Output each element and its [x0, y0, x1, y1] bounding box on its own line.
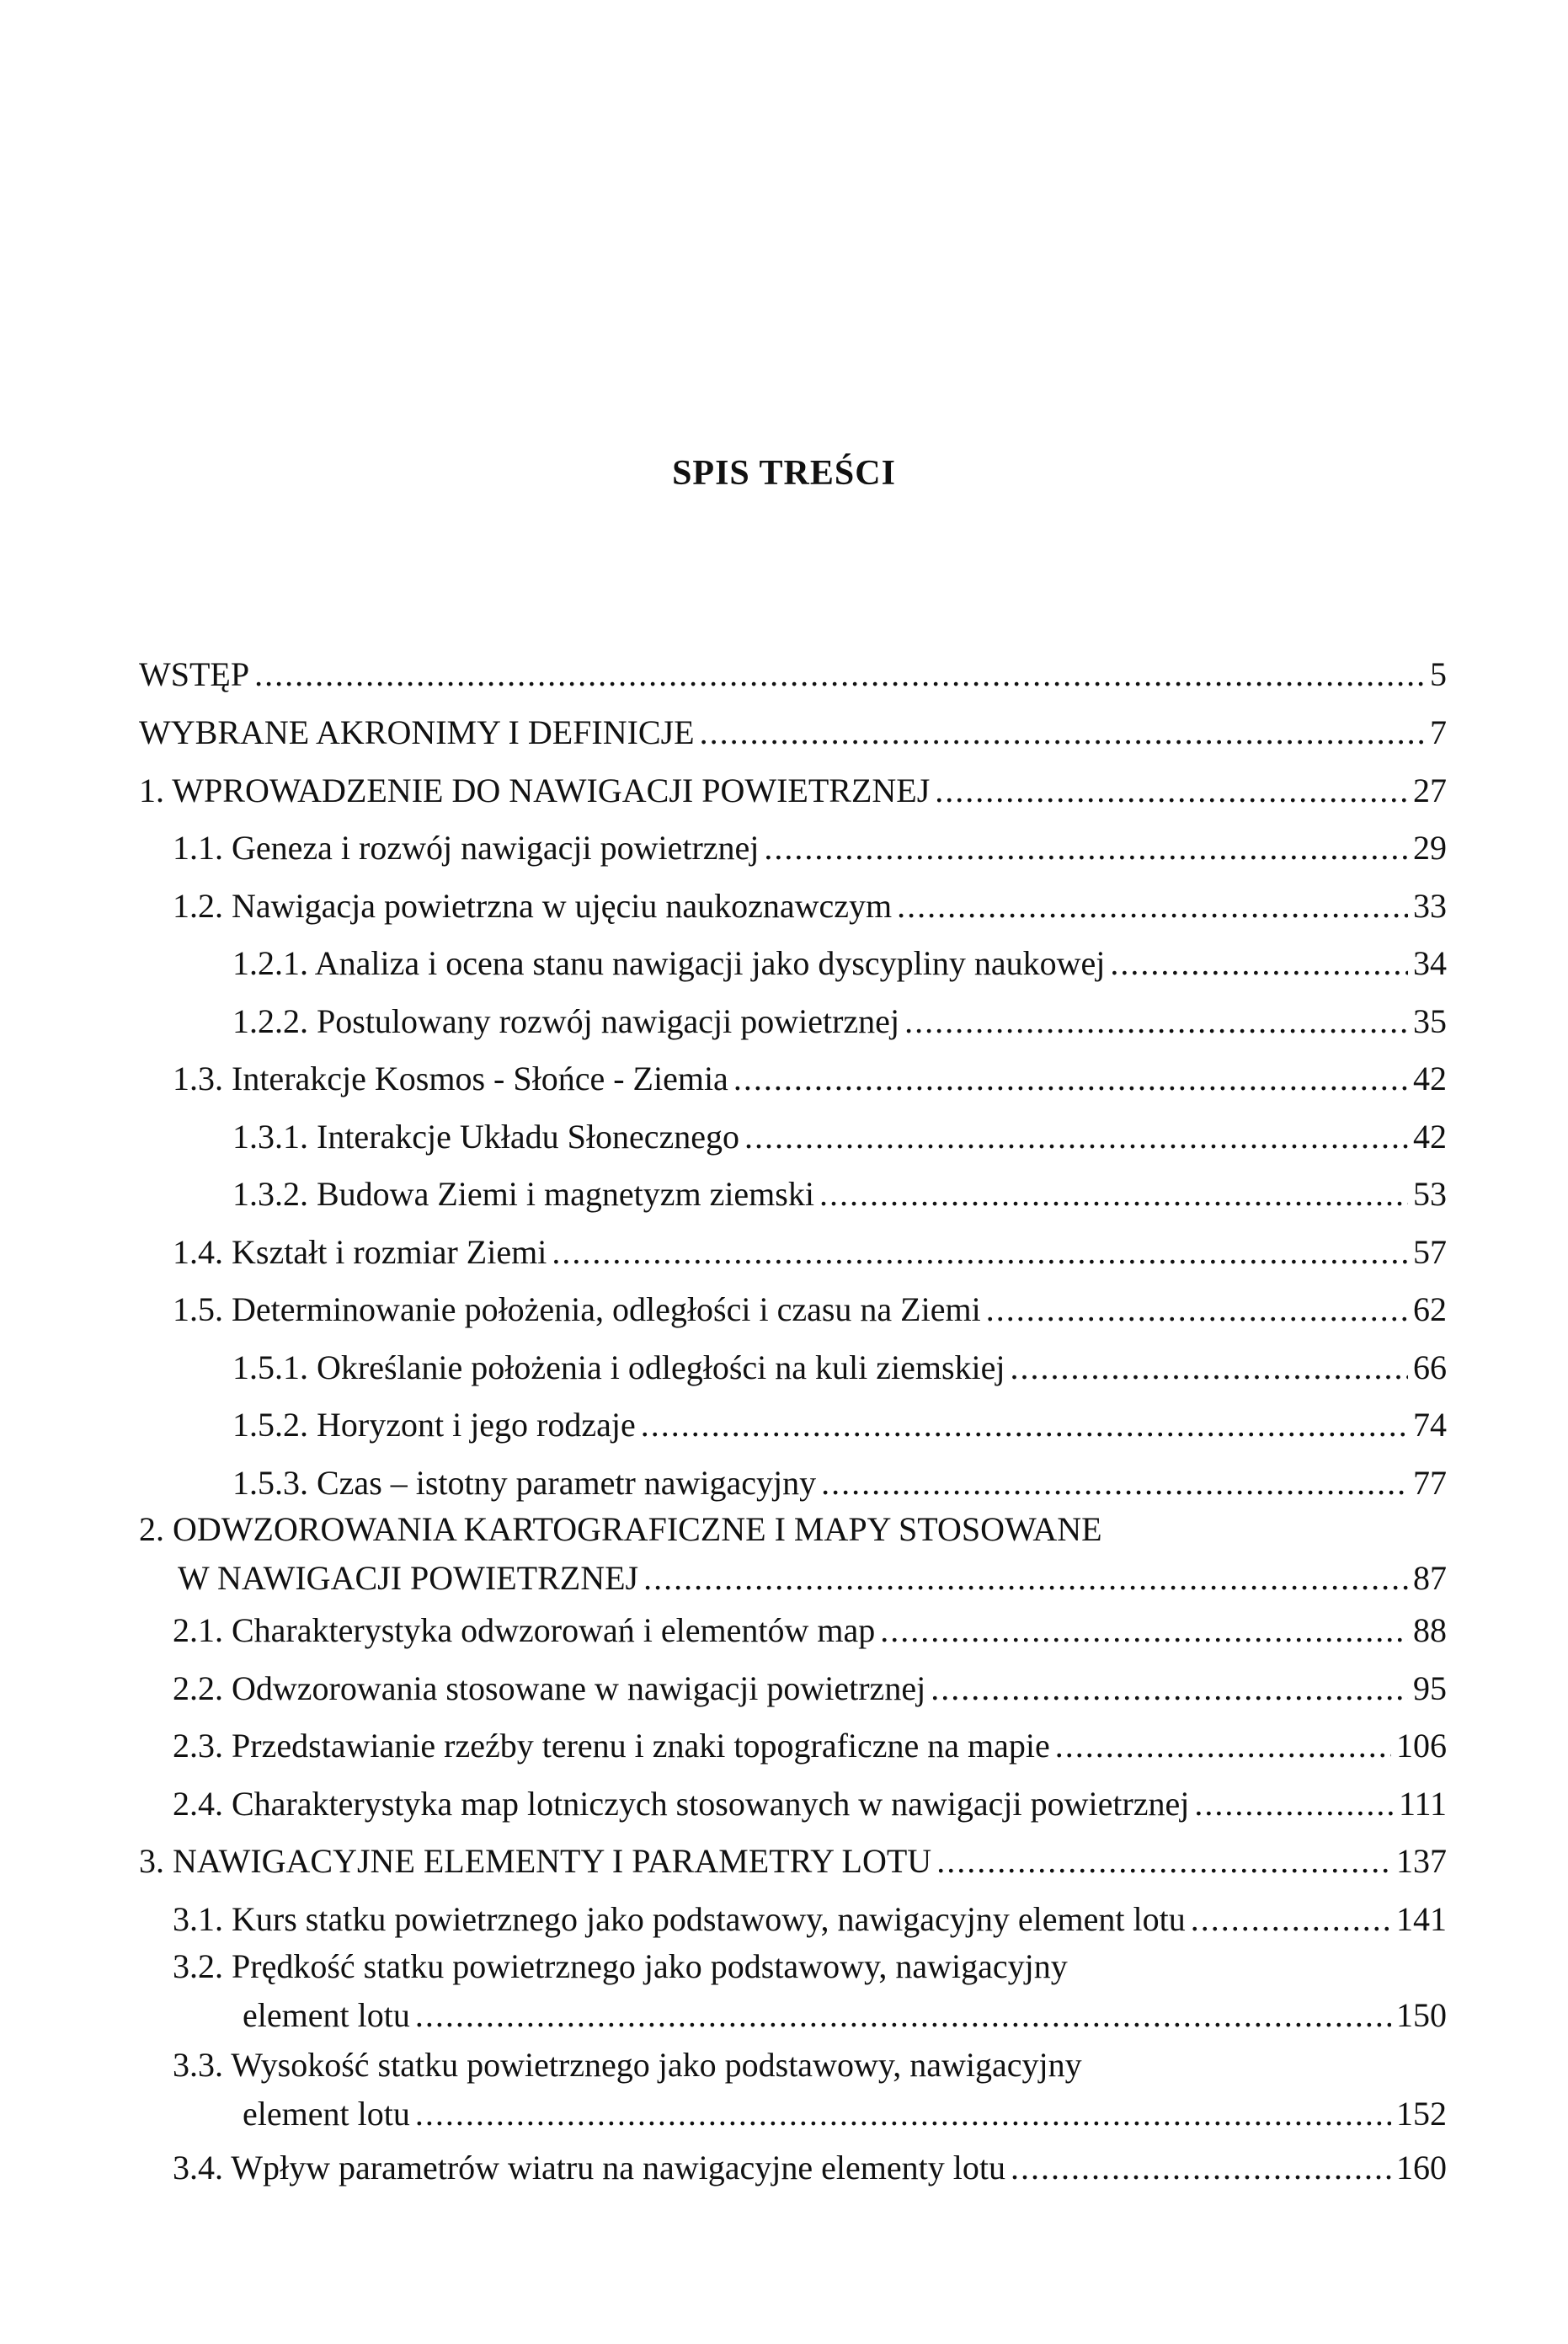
leader-dots: [897, 886, 1408, 926]
toc-entry-page: 150: [1396, 1996, 1447, 2034]
toc-entry-title: 3.3. Wysokość statku powietrznego jako podstawowy, nawigacyjny: [173, 2046, 1082, 2084]
toc-entry-page: 42: [1413, 1118, 1447, 1156]
toc-entry-title: 1.1. Geneza i rozwój nawigacji powietrznej: [173, 829, 760, 867]
leader-dots: [1194, 1784, 1394, 1824]
page-title: SPIS TREŚCI: [672, 454, 896, 493]
leader-dots: [744, 1117, 1408, 1157]
leader-dots: [641, 1405, 1408, 1445]
toc-entry: [139, 1509, 1447, 1599]
leader-dots: [1055, 1726, 1391, 1766]
toc-entry-title-continued: element lotu: [243, 1996, 410, 2034]
toc-entry-title: 1.5.2. Horyzont i jego rodzaje: [232, 1406, 636, 1444]
leader-dots: [880, 1610, 1408, 1651]
toc-entry-page: 77: [1413, 1464, 1447, 1502]
toc-entry-page: 27: [1413, 772, 1447, 809]
toc-entry-page: 35: [1413, 1002, 1447, 1040]
toc-entry-title: 3.1. Kurs statku powietrznego jako podstawowy, nawigacyjny element lotu: [173, 1900, 1186, 1938]
toc-entry-page: 53: [1413, 1175, 1447, 1213]
toc-entry-page: 66: [1413, 1348, 1447, 1386]
leader-dots: [936, 1841, 1391, 1882]
leader-dots: [643, 1558, 1408, 1599]
leader-dots: [986, 1289, 1408, 1330]
leader-dots: [415, 2094, 1391, 2134]
toc-entry-page: 33: [1413, 887, 1447, 925]
toc-entry-page: 7: [1430, 713, 1447, 751]
leader-dots: [1011, 2148, 1391, 2188]
toc-entry-page: 88: [1413, 1611, 1447, 1649]
toc-entry: [139, 1841, 1447, 1882]
toc-entry-title-continued: W NAWIGACJI POWIETRZNEJ: [178, 1559, 639, 1597]
leader-dots: [904, 1001, 1408, 1042]
leader-dots: [1191, 1899, 1391, 1940]
toc-entry-title: 2.1. Charakterystyka odwzorowań i elementów map: [173, 1611, 876, 1649]
toc-entry-title: 2. ODWZOROWANIA KARTOGRAFICZNE I MAPY STOSOWANE: [139, 1510, 1102, 1548]
toc-entry-title: 1. WPROWADZENIE DO NAWIGACJI POWIETRZNEJ: [139, 772, 931, 809]
toc-entry-page: 160: [1396, 2149, 1447, 2186]
toc-entry: [139, 1726, 1447, 1766]
toc-entry-page: 29: [1413, 829, 1447, 867]
toc-entry-title: 2.2. Odwzorowania stosowane w nawigacji powietrznej: [173, 1669, 926, 1707]
leader-dots: [821, 1463, 1408, 1503]
toc-entry-title: 2.3. Przedstawianie rzeźby terenu i znaki topograficzne na mapie: [173, 1727, 1050, 1765]
toc-entry-page: 106: [1396, 1727, 1447, 1765]
toc-entry-page: 137: [1396, 1842, 1447, 1880]
toc-entry: [139, 1001, 1447, 1042]
toc-entry-title: WSTĘP: [139, 655, 250, 693]
toc-entry-title: 1.2.1. Analiza i ocena stanu nawigacji jako dyscypliny naukowej: [232, 944, 1106, 982]
toc-entry: [139, 886, 1447, 926]
toc-entry: [139, 1946, 1447, 2036]
leader-dots: [415, 1995, 1391, 2036]
leader-dots: [764, 828, 1408, 868]
toc-entry-title: WYBRANE AKRONIMY I DEFINICJE: [139, 713, 695, 751]
toc-entry: [139, 1289, 1447, 1330]
leader-dots: [552, 1232, 1408, 1273]
toc-entry-page: 57: [1413, 1233, 1447, 1271]
toc-entry: [139, 1669, 1447, 1709]
toc-entry: [139, 771, 1447, 811]
toc-entry: [139, 1232, 1447, 1273]
toc-entry-title: 2.4. Charakterystyka map lotniczych stosowanych w nawigacji powietrznej: [173, 1785, 1190, 1823]
toc-entry-title: 1.2. Nawigacja powietrzna w ujęciu naukoznawczym: [173, 887, 893, 925]
toc-entry-title: 1.3. Interakcje Kosmos - Słońce - Ziemia: [173, 1060, 728, 1097]
toc-entry: [139, 654, 1447, 695]
toc-entry: [139, 713, 1447, 753]
toc-entry-title: 3.4. Wpływ parametrów wiatru na nawigacyjne elementy lotu: [173, 2149, 1005, 2186]
toc-entry-page: 74: [1413, 1406, 1447, 1444]
toc-entry-page: 95: [1413, 1669, 1447, 1707]
toc-entry-title: 1.5. Determinowanie położenia, odległości i czasu na Ziemi: [173, 1290, 981, 1328]
toc-entry-title-continued: element lotu: [243, 2095, 410, 2133]
leader-dots: [733, 1059, 1408, 1099]
toc-entry-title: 1.2.2. Postulowany rozwój nawigacji powietrznej: [232, 1002, 900, 1040]
leader-dots: [819, 1174, 1408, 1215]
toc-entry: [139, 943, 1447, 984]
toc-entry-page: 87: [1413, 1559, 1447, 1597]
toc-entry-page: 141: [1396, 1900, 1447, 1938]
toc-entry: [139, 1610, 1447, 1651]
toc-entry-title: 1.4. Kształt i rozmiar Ziemi: [173, 1233, 547, 1271]
toc-entry-page: 34: [1413, 944, 1447, 982]
toc-entry-page: 111: [1398, 1785, 1447, 1823]
toc-entry: [139, 1059, 1447, 1099]
toc-entry-page: 152: [1396, 2095, 1447, 2133]
leader-dots: [700, 713, 1425, 753]
toc-entry-page: 62: [1413, 1290, 1447, 1328]
toc-entry-title: 3. NAWIGACYJNE ELEMENTY I PARAMETRY LOTU: [139, 1842, 932, 1880]
leader-dots: [1110, 943, 1408, 984]
toc-entry: [139, 1899, 1447, 1940]
leader-dots: [1011, 1348, 1408, 1388]
toc-entry: [139, 2148, 1447, 2188]
toc-entry-page: 42: [1413, 1060, 1447, 1097]
toc-entry-title: 1.5.1. Określanie położenia i odległości na kuli ziemskiej: [232, 1348, 1005, 1386]
toc-entry: [139, 1463, 1447, 1503]
toc-entry-title: 1.3.1. Interakcje Układu Słonecznego: [232, 1118, 740, 1156]
toc-entry-title: 1.5.3. Czas – istotny parametr nawigacyjny: [232, 1464, 817, 1502]
toc-entry: [139, 1348, 1447, 1388]
toc-entry: [139, 1174, 1447, 1215]
toc-entry-title: 3.2. Prędkość statku powietrznego jako podstawowy, nawigacyjny: [173, 1947, 1068, 1985]
toc-entry-title: 1.3.2. Budowa Ziemi i magnetyzm ziemski: [232, 1175, 814, 1213]
toc-entry: [139, 1784, 1447, 1824]
toc-entry: [139, 2045, 1447, 2134]
toc-entry: [139, 1405, 1447, 1445]
toc-entry-page: 5: [1430, 655, 1447, 693]
toc-entry: [139, 828, 1447, 868]
leader-dots: [935, 771, 1408, 811]
leader-dots: [254, 654, 1425, 695]
toc-entry: [139, 1117, 1447, 1157]
leader-dots: [931, 1669, 1408, 1709]
